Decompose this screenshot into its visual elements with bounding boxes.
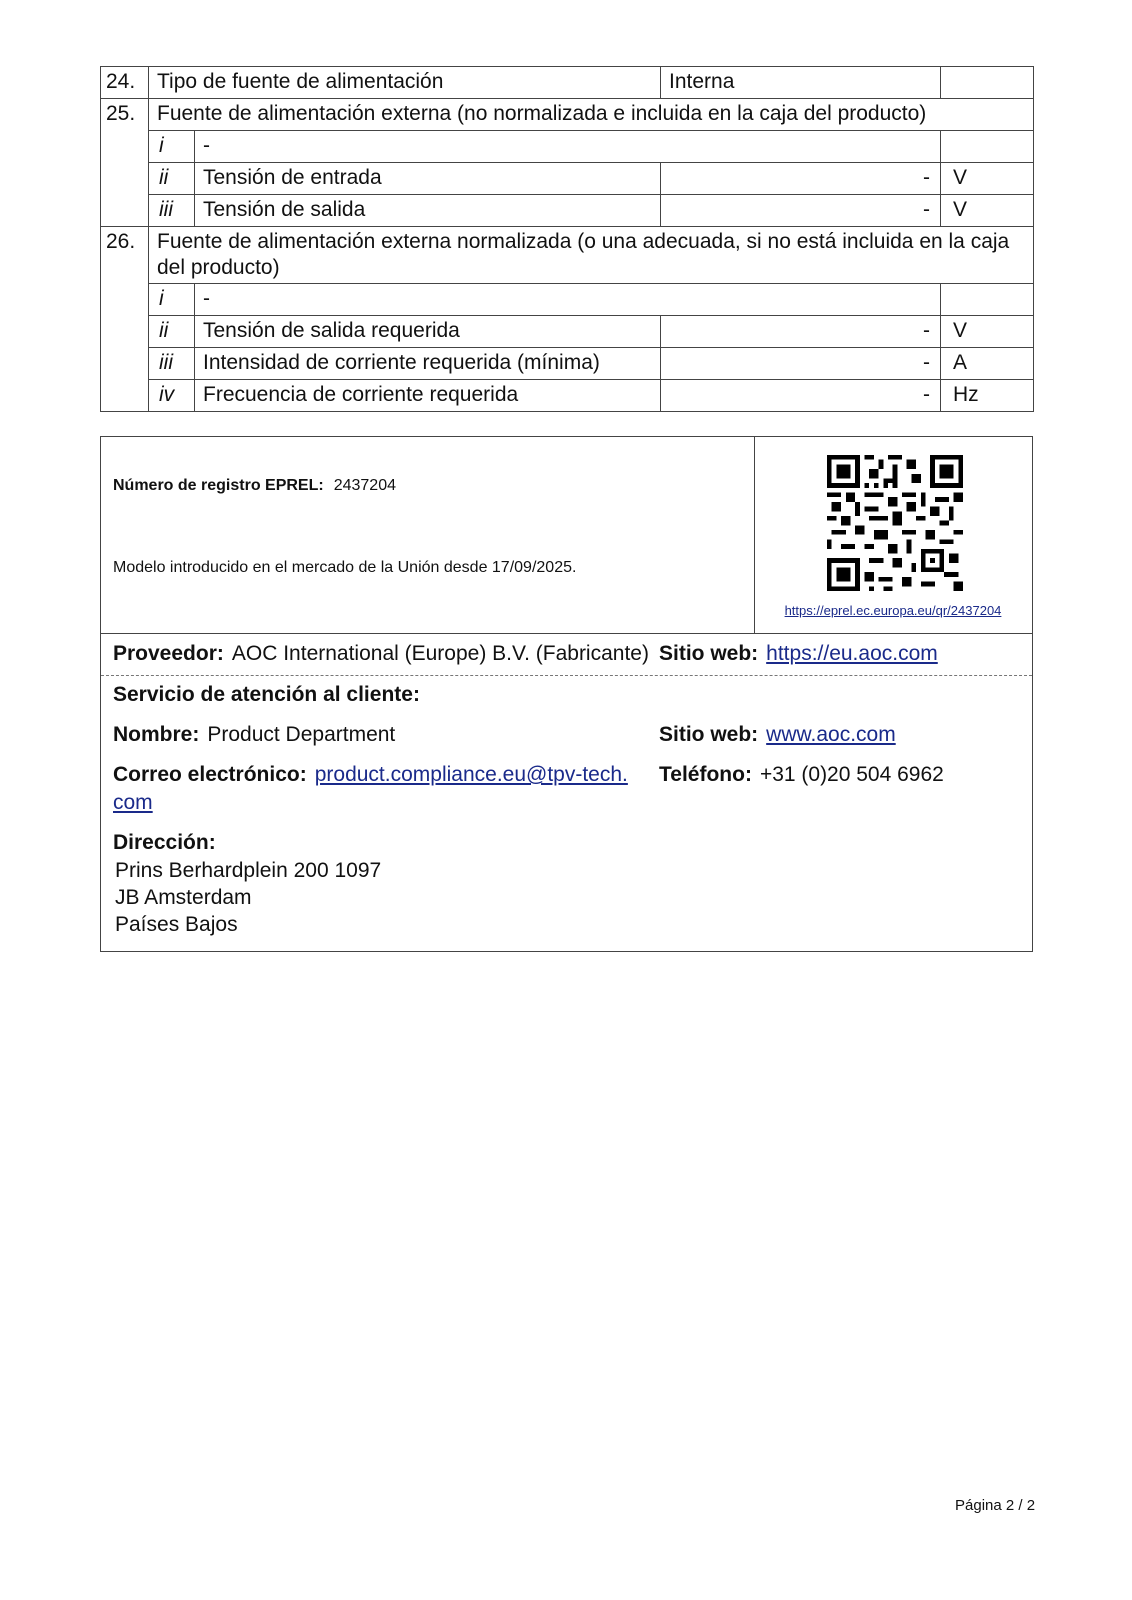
divider [101, 675, 1032, 676]
sub-unit: A [941, 348, 1034, 380]
sub-unit: V [941, 316, 1034, 348]
sub-index: iii [149, 348, 195, 380]
sub-value: - [661, 195, 941, 227]
customer-service-heading [113, 681, 428, 709]
row-number [101, 284, 149, 316]
market-date-text: Modelo introducido en el mercado de la Unión desde 17/09/2025. [113, 559, 577, 576]
contact-name-line [113, 721, 395, 749]
sub-label: Tensión de salida [195, 195, 661, 227]
sub-index: ii [149, 163, 195, 195]
sub-index: i [149, 131, 195, 163]
sub-value: - [661, 163, 941, 195]
sub-label: Tensión de salida requerida [195, 316, 661, 348]
sub-unit [941, 131, 1034, 163]
sub-unit: V [941, 163, 1034, 195]
row-value: Interna [661, 67, 941, 99]
phone-label: Teléfono: [659, 763, 752, 786]
table-row [101, 195, 1034, 227]
sub-index: i [149, 284, 195, 316]
row-number [101, 316, 149, 348]
row-label: Fuente de alimentación externa (no normalizada e incluida en la caja del producto) [149, 99, 1034, 131]
row-label: Tipo de fuente de alimentación [149, 67, 661, 99]
registration-block [101, 437, 755, 633]
registration-number: 2437204 [333, 477, 396, 494]
supplier-line [113, 640, 649, 668]
row-number: 25. [101, 99, 149, 131]
phone-number: +31 (0)20 504 6962 [759, 763, 944, 786]
sub-unit: Hz [941, 380, 1034, 412]
address-block [115, 857, 381, 938]
contact-name: Product Department [207, 723, 396, 746]
registration-label: Número de registro EPREL: [113, 477, 324, 494]
table-row [101, 131, 1034, 163]
table-row [101, 163, 1034, 195]
contact-name-label: Nombre: [113, 723, 200, 746]
table-row [101, 284, 1034, 316]
customer-service-heading-text: Servicio de atención al cliente: [113, 683, 420, 706]
address-line: Países Bajos [115, 913, 238, 936]
sub-unit: V [941, 195, 1034, 227]
address-line: JB Amsterdam [115, 886, 252, 909]
registration-line [113, 477, 396, 495]
table-row [101, 99, 1034, 131]
row-number [101, 348, 149, 380]
supplier-card [100, 436, 1033, 952]
sub-value: - [661, 316, 941, 348]
sub-index: ii [149, 316, 195, 348]
address-label: Dirección: [113, 831, 216, 854]
row-label: Fuente de alimentación externa normalizada (o una adecuada, si no está incluida en la caja del producto) [149, 227, 1034, 284]
supplier-label: Proveedor: [113, 642, 224, 665]
email-link[interactable]: product.compliance.eu@tpv-tech.com [113, 763, 628, 814]
row-number [101, 380, 149, 412]
email-label: Correo electrónico: [113, 763, 307, 786]
row-number [101, 163, 149, 195]
sub-value: - [661, 380, 941, 412]
row-unit [941, 67, 1034, 99]
sub-label: Intensidad de corriente requerida (mínima) [195, 348, 661, 380]
supplier-website-label: Sitio web: [659, 642, 759, 665]
row-number: 26. [101, 227, 149, 284]
sub-value: - [661, 348, 941, 380]
address-heading [113, 829, 224, 857]
table-row [101, 380, 1034, 412]
service-website-link[interactable]: www.aoc.com [766, 723, 896, 746]
divider [101, 633, 1032, 634]
qr-code-icon[interactable] [827, 455, 963, 591]
table-row [101, 67, 1034, 99]
qr-url-link[interactable]: https://eprel.ec.europa.eu/qr/2437204 [784, 603, 1002, 618]
email-line [113, 761, 633, 817]
table-row [101, 316, 1034, 348]
page-number: Página 2 / 2 [955, 1497, 1036, 1514]
sub-label: Tensión de entrada [195, 163, 661, 195]
service-website-label: Sitio web: [659, 723, 759, 746]
supplier-name: AOC International (Europe) B.V. (Fabricante) [231, 642, 649, 665]
spec-table [100, 66, 1034, 412]
supplier-website-line [659, 640, 938, 668]
supplier-website-link[interactable]: https://eu.aoc.com [766, 642, 938, 665]
service-website-line [659, 721, 896, 749]
row-number [101, 195, 149, 227]
sub-label: - [195, 131, 941, 163]
sub-label: Frecuencia de corriente requerida [195, 380, 661, 412]
table-row [101, 348, 1034, 380]
sub-label: - [195, 284, 941, 316]
sub-unit [941, 284, 1034, 316]
sub-index: iv [149, 380, 195, 412]
phone-line [659, 761, 944, 789]
row-number: 24. [101, 67, 149, 99]
table-row [101, 227, 1034, 284]
row-number [101, 131, 149, 163]
address-line: Prins Berhardplein 200 1097 [115, 859, 382, 882]
sub-index: iii [149, 195, 195, 227]
